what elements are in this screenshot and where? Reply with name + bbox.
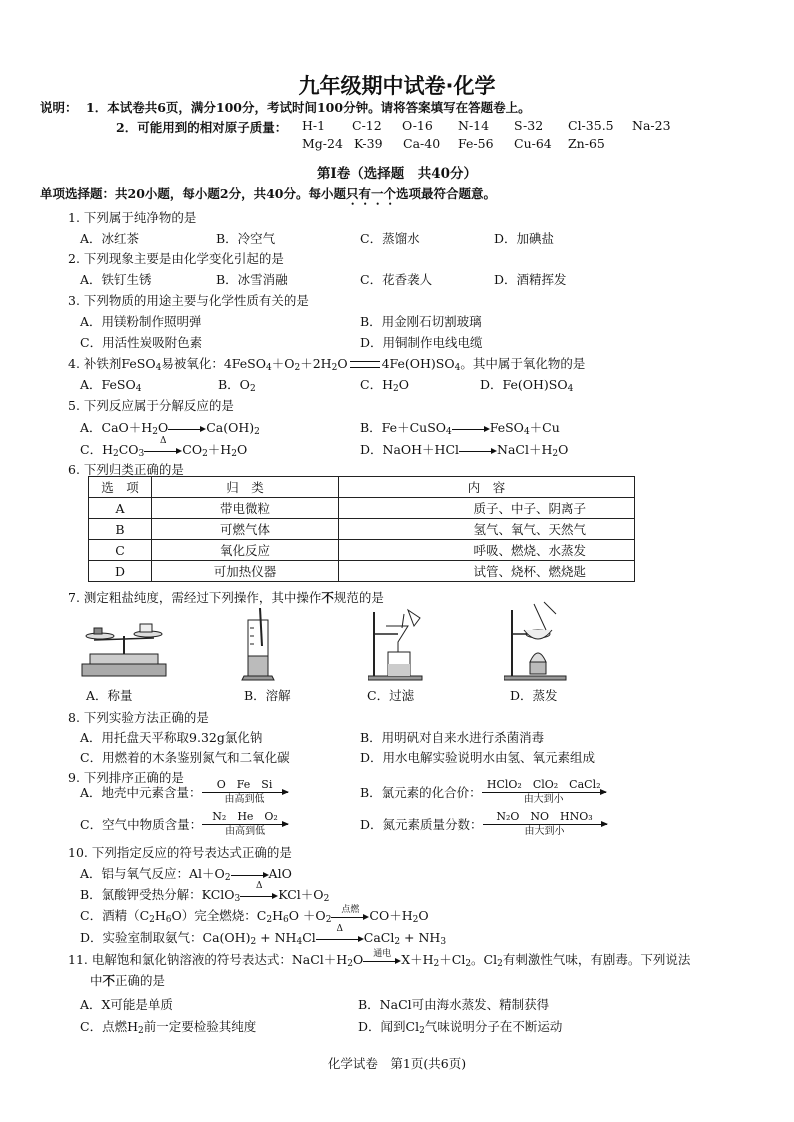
q11-stem-2: 中不正确的是 xyxy=(90,973,166,988)
balance-figure xyxy=(76,620,172,682)
note-1: 1．本试卷共6页，满分100分，考试时间100分钟。请将答案填写在答题卷上。 xyxy=(86,100,531,115)
q2-option-d[interactable]: D．酒精挥发 xyxy=(494,272,567,287)
q4-stem: 4. 补铁剂FeSO$_4$易被氧化：$4FeSO_4+O_2+2H_2O$ $4Fe(OH)SO_4$。其中属于氧化物的是 xyxy=(68,356,586,373)
q2-stem: 2. 下列现象主要是由化学变化引起的是 xyxy=(68,251,284,266)
q9-option-c[interactable]: C．空气中物质含量： N₂ He O₂ 由高到低 xyxy=(80,810,288,838)
reaction-arrow: 点燃 xyxy=(331,912,369,922)
q2-option-a[interactable]: A．铁钉生锈 xyxy=(80,272,152,287)
table-header: 归 类 xyxy=(152,477,339,498)
mass-fe: Fe-56 xyxy=(458,136,494,151)
mass-cl: Cl-35.5 xyxy=(568,118,614,133)
table-header: 选 项 xyxy=(89,477,152,498)
q5-option-d[interactable]: D．NaOH＋HCl $NaCl+H_2O$ xyxy=(360,442,569,459)
mass-k: K-39 xyxy=(354,136,383,151)
q7-option-d[interactable]: D．蒸发 xyxy=(510,688,558,703)
q9-option-d[interactable]: D．氮元素质量分数： N₂O NO HNO₃ 由大到小 xyxy=(360,810,607,838)
q10-stem: 10. 下列指定反应的符号表达式正确的是 xyxy=(68,845,292,860)
table-cell: 可燃气体 xyxy=(152,519,339,540)
q3-option-c[interactable]: C．用活性炭吸附色素 xyxy=(80,335,203,350)
mass-n: N-14 xyxy=(458,118,490,133)
q1-option-a[interactable]: A．冰红茶 xyxy=(80,231,140,246)
section-instruction: 单项选择题：共20小题，每小题2分，共40分。每小题只有一个选项最符合题意。 xyxy=(40,186,497,201)
table-cell: 质子、中子、阴离子 xyxy=(339,498,635,519)
q8-stem: 8. 下列实验方法正确的是 xyxy=(68,710,209,725)
q1-stem: 1. 下列属于纯净物的是 xyxy=(68,210,197,225)
reaction-arrow xyxy=(459,446,497,456)
table-cell: C xyxy=(89,540,152,561)
q3-option-d[interactable]: D．用铜制作电线电缆 xyxy=(360,335,483,350)
q7-option-a[interactable]: A．称量 xyxy=(86,688,133,703)
mass-mg: Mg-24 xyxy=(302,136,343,151)
q4-option-b[interactable]: B．$O_2$ xyxy=(218,377,256,394)
q2-option-b[interactable]: B．冰雪消融 xyxy=(216,272,288,287)
table-cell: A xyxy=(89,498,152,519)
mass-s: S-32 xyxy=(514,118,544,133)
q8-option-d[interactable]: D．用水电解实验说明水由氢、氧元素组成 xyxy=(360,750,596,765)
table-cell: 试管、烧杯、燃烧匙 xyxy=(339,561,635,582)
q1-option-d[interactable]: D．加碘盐 xyxy=(494,231,555,246)
table-header-row xyxy=(89,477,635,498)
q10-option-c[interactable]: C．酒精$(C_2H_6O)$完全燃烧：$C_2H_6O +O_2$ 点燃 $CO+H_2O$ xyxy=(80,904,429,925)
mass-zn: Zn-65 xyxy=(568,136,605,151)
q11-option-d[interactable]: D．闻到$Cl_2$气味说明分子在不断运动 xyxy=(358,1019,563,1036)
q3-stem: 3. 下列物质的用途主要与化学性质有关的是 xyxy=(68,293,309,308)
q5-stem: 5. 下列反应属于分解反应的是 xyxy=(68,398,234,413)
q10-option-d[interactable]: D．实验室制取氨气：$Ca(OH)_2 + NH_4Cl$ Δ CaCl$_2$ + $NH_3$ xyxy=(80,923,447,947)
table-cell: 氢气、氧气、天然气 xyxy=(339,519,635,540)
q5-option-c[interactable]: C．$H_2CO_3$ Δ $CO_2+H_2O$ xyxy=(80,435,248,459)
reaction-arrow: 通电 xyxy=(363,956,401,966)
reaction-arrow xyxy=(452,424,490,434)
table-row xyxy=(89,540,635,561)
table-cell: 带电微粒 xyxy=(152,498,339,519)
q4-option-c[interactable]: C．$H_2O$ xyxy=(360,377,409,394)
q9-option-a[interactable]: A．地壳中元素含量： O Fe Si 由高到低 xyxy=(80,778,288,806)
q8-option-c[interactable]: C．用燃着的木条鉴别氮气和二氧化碳 xyxy=(80,750,290,765)
table-cell: 氧化反应 xyxy=(152,540,339,561)
q4-option-a[interactable]: A．FeSO$_4$ xyxy=(80,377,142,394)
reaction-arrow: Δ xyxy=(240,891,278,901)
table-cell: 呼吸、燃烧、水蒸发 xyxy=(339,540,635,561)
table-row xyxy=(89,519,635,540)
section-title: 第Ⅰ卷（选择题 共40分） xyxy=(316,166,478,182)
q3-option-b[interactable]: B．用金刚石切割玻璃 xyxy=(360,314,482,329)
q9-option-b[interactable]: B．氯元素的化合价： HClO₂ ClO₂ CaCl₂ 由大到小 xyxy=(360,778,606,806)
q10-option-b[interactable]: B．氯酸钾受热分解：KClO$_3$ Δ $KCl+O_2$ xyxy=(80,880,330,904)
classification-table xyxy=(88,476,635,582)
mass-ca: Ca-40 xyxy=(403,136,441,151)
table-header: 内 容 xyxy=(339,477,635,498)
page-footer: 化学试卷 第1页(共6页) xyxy=(327,1056,467,1071)
table-cell: D xyxy=(89,561,152,582)
reaction-arrow xyxy=(168,424,206,434)
reaction-arrow: Δ xyxy=(316,934,364,944)
mass-na: Na-23 xyxy=(632,118,671,133)
q11-option-c[interactable]: C．点燃$H_2$前一定要检验其纯度 xyxy=(80,1019,257,1036)
table-cell: B xyxy=(89,519,152,540)
q2-option-c[interactable]: C．花香袭人 xyxy=(360,272,433,287)
reaction-arrow xyxy=(231,870,269,880)
q4-option-d[interactable]: D．$Fe(OH)SO_4$ xyxy=(480,377,574,394)
note-2-label: 2．可能用到的相对原子质量： xyxy=(116,120,288,135)
q9-stem: 9. 下列排序正确的是 xyxy=(68,770,184,785)
filtration-figure xyxy=(368,606,424,682)
q11-option-a[interactable]: A．X可能是单质 xyxy=(80,997,173,1012)
q8-option-a[interactable]: A．用托盘天平称取9.32g氯化钠 xyxy=(80,730,263,745)
q7-option-b[interactable]: B．溶解 xyxy=(244,688,291,703)
q11-option-b[interactable]: B．NaCl可由海水蒸发、精制获得 xyxy=(358,997,550,1012)
reaction-arrow: Δ xyxy=(144,446,182,456)
page-title: 九年级期中试卷·化学 xyxy=(298,74,496,98)
q6-stem: 6. 下列归类正确的是 xyxy=(68,462,184,477)
evaporation-figure xyxy=(504,600,570,682)
cylinder-figure xyxy=(236,606,282,684)
q8-option-b[interactable]: B．用明矾对自来水进行杀菌消毒 xyxy=(360,730,545,745)
q5-option-a[interactable]: A．$CaO+H_2O$ $Ca(OH)_2$ xyxy=(80,420,260,437)
q7-option-c[interactable]: C．过滤 xyxy=(367,688,415,703)
mass-o: O-16 xyxy=(402,118,433,133)
q1-option-c[interactable]: C．蒸馏水 xyxy=(360,231,420,246)
q7-stem: 7. 测定粗盐纯度，需经过下列操作，其中操作不规范的是 xyxy=(68,590,384,605)
q3-option-a[interactable]: A．用镁粉制作照明弹 xyxy=(80,314,202,329)
table-row xyxy=(89,561,635,582)
mass-c: C-12 xyxy=(352,118,382,133)
q10-option-a[interactable]: A．铝与氧气反应：$Al+O_2$ AlO xyxy=(80,866,292,883)
note-label: 说明： xyxy=(40,100,78,115)
mass-h: H-1 xyxy=(302,118,326,133)
table-row xyxy=(89,498,635,519)
table-cell: 可加热仪器 xyxy=(152,561,339,582)
q5-option-b[interactable]: B．Fe＋CuSO$_4$ FeSO$_4$＋Cu xyxy=(360,420,560,437)
q1-option-b[interactable]: B．冷空气 xyxy=(216,231,276,246)
mass-cu: Cu-64 xyxy=(514,136,552,151)
q11-stem: 11. 电解饱和氯化钠溶液的符号表达式：$NaCl+H_2O$ 通电 $X+H_2+Cl_2$。$Cl_2$有刺激性气味，有剧毒。下列说法 xyxy=(68,948,691,969)
